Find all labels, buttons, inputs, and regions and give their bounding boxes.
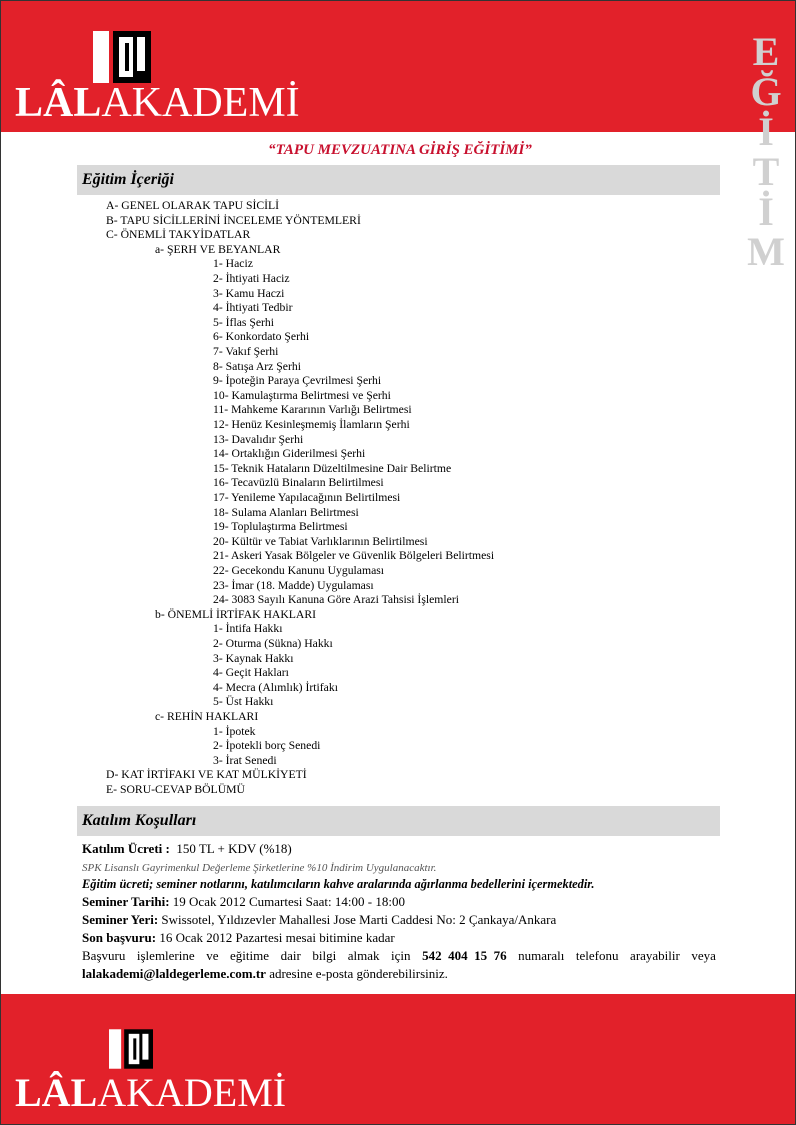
logo-lal-text: LÂL bbox=[15, 80, 102, 126]
fee-label: Katılım Ücreti : bbox=[82, 841, 170, 856]
outline-item: 19- Toplulaştırma Belirtmesi bbox=[213, 520, 348, 534]
apply-word: işlemlerine bbox=[136, 948, 195, 963]
outline-item: 22- Gecekondu Kanunu Uygulaması bbox=[213, 564, 385, 577]
apply-word: numaralı bbox=[518, 948, 565, 963]
side-word-letter: İ bbox=[758, 109, 774, 154]
discount-note: SPK Lisanslı Gayrimenkul Değerleme Şirketlerine %10 İndirim Uygulanacaktır. bbox=[82, 862, 437, 874]
outline-item: 18- Sulama Alanları Belirtmesi bbox=[213, 505, 359, 519]
outline-item: a- ŞERH VE BEYANLAR bbox=[155, 242, 281, 256]
side-word-letter: M bbox=[747, 229, 785, 274]
apply-word: eğitime bbox=[230, 948, 270, 963]
header-band bbox=[1, 1, 795, 132]
fee-note: Eğitim ücreti; seminer notlarını, katılımcıların kahve aralarında ağırlanma bedellerini içermektedir. bbox=[82, 877, 595, 891]
outline-item: 12- Henüz Kesinleşmemiş İlamların Şerhi bbox=[213, 418, 410, 431]
outline-item: 3- Kamu Haczi bbox=[213, 286, 285, 300]
apply-word: bilgi bbox=[312, 948, 337, 963]
conditions-section-title: Katılım Koşulları bbox=[82, 812, 197, 829]
fee-value: 150 TL + KDV (%18) bbox=[176, 841, 292, 856]
outline-item: 1- Haciz bbox=[213, 257, 253, 271]
outline-item: A- GENEL OLARAK TAPU SİCİLİ bbox=[106, 199, 280, 212]
deadline-line bbox=[82, 929, 716, 947]
apply-word: Başvuru bbox=[82, 948, 126, 963]
place-line bbox=[82, 911, 716, 929]
outline-item: 24- 3083 Sayılı Kanuna Göre Arazi Tahsisi İşlemleri bbox=[213, 593, 459, 607]
apply-word: dair bbox=[280, 948, 301, 963]
outline-item: 17- Yenileme Yapılacağının Belirtilmesi bbox=[213, 491, 401, 504]
outline-item: 20- Kültür ve Tabiat Varlıklarının Belirtilmesi bbox=[213, 534, 428, 548]
logo-akademi-text: AKADEMİ bbox=[101, 80, 300, 126]
apply-word: almak bbox=[347, 948, 380, 963]
footer-logo bbox=[15, 1026, 287, 1121]
content-section-title: Eğitim İçeriği bbox=[82, 171, 174, 188]
outline-item: 21- Askeri Yasak Bölgeler ve Güvenlik Bölgeleri Belirtmesi bbox=[213, 549, 495, 563]
outline-item: 3- İrat Senedi bbox=[213, 753, 277, 767]
outline-item: 2- İhtiyati Haciz bbox=[213, 272, 290, 285]
outline-item: 4- Mecra (Alımlık) İrtifakı bbox=[213, 680, 338, 694]
outline-item: D- KAT İRTİFAKI VE KAT MÜLKİYETİ bbox=[106, 768, 307, 782]
outline-item: 16- Tecavüzlü Binaların Belirtilmesi bbox=[213, 476, 384, 490]
footer-band bbox=[1, 994, 795, 1124]
outline-item: 4- Geçit Hakları bbox=[213, 666, 289, 680]
outline-item: 3- Kaynak Hakkı bbox=[213, 651, 294, 665]
outline-item: 5- İflas Şerhi bbox=[213, 315, 275, 329]
side-word-letter: T bbox=[752, 149, 780, 194]
apply-word: arayabilir bbox=[630, 948, 680, 963]
deadline-value: 16 Ocak 2012 Pazartesi mesai bitimine kadar bbox=[159, 930, 395, 945]
apply-word: veya bbox=[691, 948, 716, 963]
document-title: “TAPU MEVZUATINA GİRİŞ EĞİTİMİ” bbox=[268, 142, 532, 158]
outline-item: c- REHİN HAKLARI bbox=[155, 710, 259, 723]
outline-item: 23- İmar (18. Madde) Uygulaması bbox=[213, 578, 374, 592]
contact-email[interactable]: lalakademi@laldegerleme.com.tr bbox=[82, 966, 266, 981]
date-label: Seminer Tarihi: bbox=[82, 894, 170, 909]
conditions-section-header bbox=[77, 806, 720, 836]
side-word-letter: E bbox=[752, 29, 780, 74]
outline-item: 2- İpotekli borç Senedi bbox=[213, 739, 321, 753]
contact-phone: 542 404 15 76 bbox=[422, 948, 507, 963]
outline-item: 4- İhtiyati Tedbir bbox=[213, 301, 293, 315]
fee-line bbox=[82, 840, 716, 858]
outline-item: 1- İpotek bbox=[213, 724, 256, 738]
outline-item: E- SORU-CEVAP BÖLÜMÜ bbox=[106, 783, 245, 796]
outline-item: 14- Ortaklığın Giderilmesi Şerhi bbox=[213, 447, 366, 461]
outline-item: b- ÖNEMLİ İRTİFAK HAKLARI bbox=[155, 607, 317, 621]
outline-item: 1- İntifa Hakkı bbox=[213, 622, 283, 636]
apply-word: ve bbox=[206, 948, 219, 963]
apply-line bbox=[82, 947, 716, 965]
logo-akademi-text: AKADEMİ bbox=[97, 1070, 287, 1115]
deadline-label: Son başvuru: bbox=[82, 930, 157, 945]
outline-item: 7- Vakıf Şerhi bbox=[213, 345, 279, 358]
outline-item: 8- Satışa Arz Şerhi bbox=[213, 359, 301, 373]
apply-word: telefonu bbox=[575, 948, 619, 963]
apply-line-2 bbox=[82, 965, 716, 983]
outline-item: 13- Davalıdır Şerhi bbox=[213, 432, 304, 446]
place-label: Seminer Yeri: bbox=[82, 912, 159, 927]
logo-mark-icon bbox=[93, 31, 151, 83]
date-value: 19 Ocak 2012 Cumartesi Saat: 14:00 - 18:00 bbox=[172, 894, 405, 909]
outline-item: 9- İpoteğin Paraya Çevrilmesi Şerhi bbox=[213, 374, 382, 388]
outline-item: 2- Oturma (Sükna) Hakkı bbox=[213, 637, 333, 650]
header-logo bbox=[15, 31, 315, 126]
outline-item: 5- Üst Hakkı bbox=[213, 695, 274, 709]
side-word-letter: Ğ bbox=[750, 69, 782, 114]
outline-item: B- TAPU SİCİLLERİNİ İNCELEME YÖNTEMLERİ bbox=[106, 213, 361, 227]
logo-mark-icon bbox=[109, 1026, 153, 1072]
outline-item: 11- Mahkeme Kararının Varlığı Belirtmesi bbox=[213, 403, 412, 417]
logo-lal-text: LÂL bbox=[15, 1070, 98, 1115]
apply-word: için bbox=[391, 948, 411, 963]
outline-item: 6- Konkordato Şerhi bbox=[213, 330, 310, 344]
apply-tail: adresine e-posta gönderebilirsiniz. bbox=[269, 966, 448, 981]
outline-item: 15- Teknik Hataların Düzeltilmesine Dair Belirtme bbox=[213, 461, 452, 475]
content-section-header bbox=[77, 165, 720, 195]
date-line bbox=[82, 893, 716, 911]
outline-item: 10- Kamulaştırma Belirtmesi ve Şerhi bbox=[213, 388, 391, 402]
outline-item: C- ÖNEMLİ TAKYİDATLAR bbox=[106, 228, 251, 242]
place-value: Swissotel, Yıldızevler Mahallesi Jose Marti Caddesi No: 2 Çankaya/Ankara bbox=[161, 912, 557, 927]
side-word-egitim bbox=[744, 29, 788, 274]
side-word-letter: İ bbox=[758, 189, 774, 234]
